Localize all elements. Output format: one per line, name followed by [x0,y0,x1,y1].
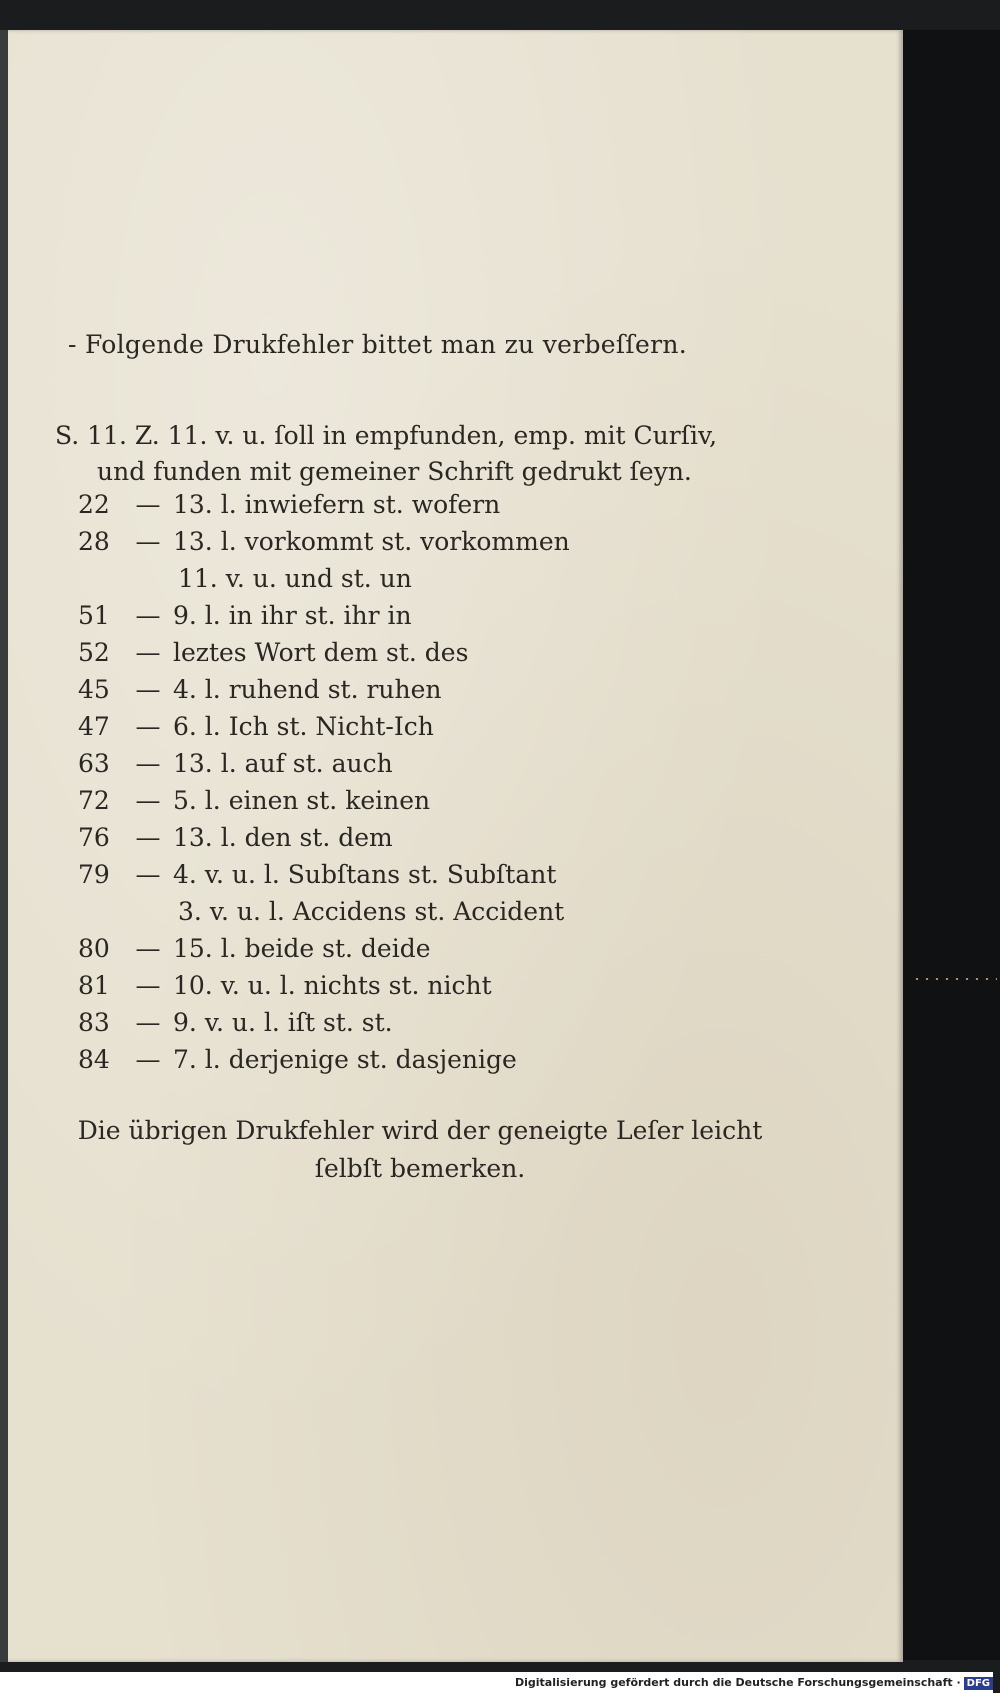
footer-text: Digitalisierung gefördert durch die Deutsche Forschungsgemeinschaft · [514,1676,961,1689]
errata-page-number: 84 [78,1045,110,1074]
errata-dash: — [135,786,161,815]
errata-correction: 9. v. u. l. iſt st. st. [173,1008,393,1037]
intro-line-2: und funden mit gemeiner Schrift gedrukt ſeyn. [97,457,692,486]
closing-line-2: ſelbſt bemerken. [314,1154,526,1183]
scan-backdrop [900,30,1000,1660]
errata-page-number: 81 [78,971,110,1000]
errata-dash: — [135,823,161,852]
errata-correction: 4. l. ruhend st. ruhen [173,675,442,704]
errata-dash: — [135,1008,161,1037]
errata-correction: 5. l. einen st. keinen [173,786,431,815]
errata-page-number: 80 [78,934,110,963]
errata-dash: — [135,934,161,963]
errata-correction: 13. l. inwiefern st. wofern [173,490,501,519]
errata-page-number: 72 [78,786,110,815]
errata-page-number: 52 [78,638,110,667]
errata-dash: — [135,490,161,519]
errata-correction: 9. l. in ihr st. ihr in [173,601,412,630]
errata-dash: — [135,860,161,889]
book-page [0,30,903,1662]
errata-dash: — [135,638,161,667]
errata-page-number: 51 [78,601,110,630]
errata-dash: — [135,749,161,778]
errata-page-number: 83 [78,1008,110,1037]
errata-correction: 15. l. beide st. deide [173,934,431,963]
errata-page-number: 22 [78,490,110,519]
errata-correction: 6. l. Ich st. Nicht-Ich [173,712,434,741]
errata-page-number: 47 [78,712,110,741]
intro-line-1: S. 11. Z. 11. v. u. ſoll in empfunden, emp. mit Curſiv, [55,421,718,450]
errata-correction: 4. v. u. l. Subſtans st. Subſtant [173,860,557,889]
errata-dash: — [135,712,161,741]
errata-dash: — [135,675,161,704]
page-binding-edge [0,30,8,1662]
errata-dash: — [135,971,161,1000]
footer-credit [0,1672,993,1693]
errata-page-number: 45 [78,675,110,704]
errata-dash: — [135,1045,161,1074]
errata-dash: — [135,601,161,630]
errata-page-number: 28 [78,527,110,556]
errata-correction: 13. l. auf st. auch [173,749,393,778]
errata-page-number: 79 [78,860,110,889]
dfg-logo: DFG [964,1677,993,1690]
errata-intro [55,418,775,490]
errata-correction: 3. v. u. l. Accidens st. Accident [178,897,565,926]
closing-line-1: Die übrigen Drukfehler wird der geneigte Leſer leicht [77,1116,763,1145]
errata-dash: — [135,527,161,556]
errata-correction: 13. l. vorkommt st. vorkommen [173,527,570,556]
errata-heading: - Folgende Drukfehler bittet man zu verbeſſern. [68,330,687,359]
errata-correction: leztes Wort dem st. des [173,638,469,667]
errata-correction: 13. l. den st. dem [173,823,393,852]
scan-edge-dots [912,978,997,980]
errata-page-number: 76 [78,823,110,852]
errata-correction: 11. v. u. und st. un [178,564,412,593]
closing-note [60,1112,780,1188]
errata-correction: 7. l. derjenige st. dasjenige [173,1045,517,1074]
errata-page-number: 63 [78,749,110,778]
errata-correction: 10. v. u. l. nichts st. nicht [173,971,492,1000]
